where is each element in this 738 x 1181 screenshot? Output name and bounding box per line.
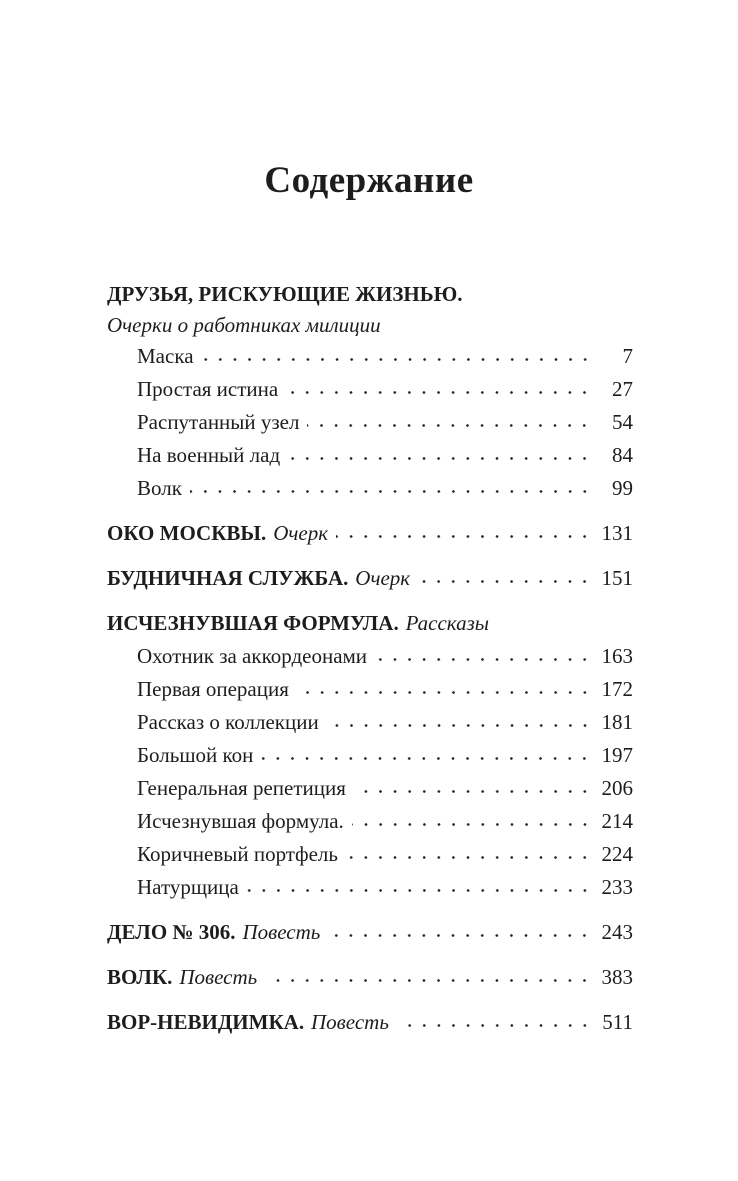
toc-section-delo-306: [107, 916, 633, 949]
section-subtitle: Очерк: [273, 521, 329, 545]
page-number: 27: [612, 377, 633, 401]
toc-section-volk: [107, 961, 633, 994]
page-number: 511: [602, 1010, 633, 1034]
page-number: 131: [601, 521, 633, 545]
toc-entry: [107, 805, 633, 838]
page-number: 163: [601, 644, 633, 668]
page-number: 214: [601, 809, 633, 833]
section-title: ВОЛК.: [107, 965, 173, 989]
entry-title: Рассказ о коллекции: [137, 710, 319, 734]
dot-leader: [190, 490, 592, 495]
entry-title: Первая операция: [137, 677, 289, 701]
section-title: ИСЧЕЗНУВШАЯ ФОРМУЛА.: [107, 611, 399, 635]
section-subtitle: Очерк: [355, 566, 411, 590]
table-of-contents: [0, 278, 738, 1039]
section-title: ВОР-НЕВИДИМКА.: [107, 1010, 305, 1034]
entry-title: Простая истина: [137, 377, 279, 401]
dot-leader: [297, 691, 592, 696]
dot-leader: [202, 358, 592, 363]
toc-entry: [107, 739, 633, 772]
toc-entry: [107, 406, 633, 439]
page-title: Содержание: [264, 160, 474, 201]
page-number: 383: [601, 965, 633, 989]
entry-title: Распутанный узел: [137, 410, 300, 434]
page-number: 7: [622, 344, 633, 368]
page-number: 54: [612, 410, 633, 434]
entry-title: Натурщица: [137, 875, 239, 899]
entry-title: Генеральная репетиция: [137, 776, 346, 800]
dot-leader: [346, 856, 592, 861]
dot-leader: [375, 658, 592, 663]
toc-entry: [107, 706, 633, 739]
toc-entry: [107, 562, 633, 595]
toc-entry: [107, 772, 633, 805]
entry-title: Волк: [137, 476, 182, 500]
dot-leader: [354, 790, 592, 795]
section-subtitle: Повесть: [242, 920, 321, 944]
section-subtitle-row: [107, 311, 633, 340]
toc-section-ischeznuvshaya-formula: [107, 607, 633, 904]
toc-entry: [107, 916, 633, 949]
dot-leader: [286, 391, 592, 396]
section-title: ДРУЗЬЯ, РИСКУЮЩИЕ ЖИЗНЬЮ.: [107, 282, 463, 306]
page-number: 84: [612, 443, 633, 467]
page-number: 233: [601, 875, 633, 899]
toc-section-friends: [107, 278, 633, 505]
dot-leader: [397, 1024, 592, 1029]
toc-entry: [107, 1006, 633, 1039]
entry-title: На военный лад: [137, 443, 281, 467]
entry-title: Исчезнувшая формула.: [137, 809, 344, 833]
page-number: 197: [601, 743, 633, 767]
toc-entry: [107, 640, 633, 673]
dot-leader: [307, 424, 592, 429]
dot-leader: [418, 580, 592, 585]
section-subtitle: Повесть: [179, 965, 258, 989]
section-title: ДЕЛО № 306.: [107, 920, 236, 944]
toc-entry: [107, 517, 633, 550]
page-number: 151: [601, 566, 633, 590]
toc-entry: [107, 340, 633, 373]
entry-title: Большой кон: [137, 743, 254, 767]
toc-entry: [107, 871, 633, 904]
toc-section-budnichnaya-sluzhba: [107, 562, 633, 595]
dot-leader: [336, 535, 592, 540]
page-number: 181: [601, 710, 633, 734]
dot-leader: [247, 889, 592, 894]
section-title: ОКО МОСКВЫ.: [107, 521, 267, 545]
section-subtitle: Очерки о работниках милиции: [107, 313, 381, 337]
toc-entry: [107, 838, 633, 871]
dot-leader: [327, 724, 592, 729]
dot-leader: [261, 757, 592, 762]
toc-section-vor-nevidimka: [107, 1006, 633, 1039]
dot-leader: [265, 979, 592, 984]
section-subtitle: Повесть: [311, 1010, 389, 1034]
toc-entry: [107, 961, 633, 994]
page-number: 99: [612, 476, 633, 500]
section-header-row: [107, 607, 633, 640]
toc-section-oko-moskvy: [107, 517, 633, 550]
entry-title: Коричневый портфель: [137, 842, 338, 866]
toc-entry: [107, 472, 633, 505]
entry-title: Охотник за аккордеонами: [137, 644, 368, 668]
dot-leader: [288, 457, 592, 462]
section-subtitle: Рассказы: [405, 611, 490, 635]
page-number: 206: [601, 776, 633, 800]
page-number: 243: [601, 920, 633, 944]
entry-title: Маска: [137, 344, 194, 368]
dot-leader: [352, 823, 592, 828]
page-number: 172: [601, 677, 633, 701]
section-title: БУДНИЧНАЯ СЛУЖБА.: [107, 566, 349, 590]
page-number: 224: [601, 842, 633, 866]
dot-leader: [328, 934, 592, 939]
toc-entry: [107, 373, 633, 406]
toc-entry: [107, 439, 633, 472]
section-header-row: [107, 278, 633, 311]
toc-entry: [107, 673, 633, 706]
